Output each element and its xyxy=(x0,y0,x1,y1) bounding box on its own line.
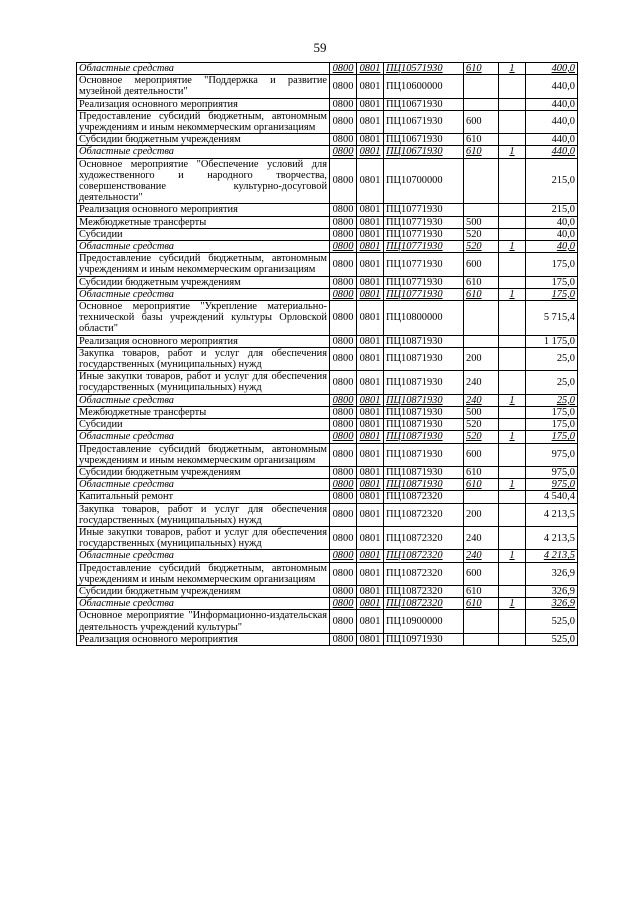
table-row xyxy=(77,158,578,204)
amount-cell: 326,9 xyxy=(526,585,578,597)
expense-type-code-cell: 520 xyxy=(464,241,499,253)
section-code-cell: 0800 xyxy=(330,406,357,418)
section-code-cell: 0800 xyxy=(330,491,357,503)
table-row xyxy=(77,98,578,110)
expense-type-code-cell: 600 xyxy=(464,562,499,585)
target-article-code-cell: ПЦ10872320 xyxy=(384,526,464,549)
subsection-code-cell: 0801 xyxy=(357,550,384,562)
row-name-cell: Областные средства xyxy=(77,550,330,562)
table-row xyxy=(77,406,578,418)
target-article-code-cell: ПЦ10871930 xyxy=(384,466,464,478)
table-row xyxy=(77,335,578,347)
target-article-code-cell: ПЦ10671930 xyxy=(384,110,464,133)
subsection-code-cell: 0801 xyxy=(357,491,384,503)
funding-source-code-cell xyxy=(499,491,526,503)
target-article-code-cell: ПЦ10771930 xyxy=(384,288,464,300)
section-code-cell: 0800 xyxy=(330,146,357,158)
funding-source-code-cell xyxy=(499,335,526,347)
expense-type-code-cell xyxy=(464,204,499,216)
amount-cell: 4 213,5 xyxy=(526,503,578,526)
amount-cell: 175,0 xyxy=(526,288,578,300)
funding-source-code-cell: 1 xyxy=(499,288,526,300)
funding-source-code-cell xyxy=(499,347,526,370)
target-article-code-cell: ПЦ10771930 xyxy=(384,228,464,240)
expense-type-code-cell: 520 xyxy=(464,228,499,240)
row-name-cell: Реализация основного мероприятия xyxy=(77,335,330,347)
row-name-cell: Предоставление субсидий бюджетным, автономным учреждениям и иным некоммерческим организациям xyxy=(77,562,330,585)
amount-cell: 5 715,4 xyxy=(526,301,578,336)
amount-cell: 175,0 xyxy=(526,276,578,288)
table-row xyxy=(77,110,578,133)
funding-source-code-cell xyxy=(499,371,526,394)
subsection-code-cell: 0801 xyxy=(357,371,384,394)
subsection-code-cell: 0801 xyxy=(357,204,384,216)
section-code-cell: 0800 xyxy=(330,216,357,228)
amount-cell: 4 213,5 xyxy=(526,550,578,562)
subsection-code-cell: 0801 xyxy=(357,526,384,549)
funding-source-code-cell xyxy=(499,134,526,146)
subsection-code-cell: 0801 xyxy=(357,110,384,133)
table-row-regional-funds xyxy=(77,431,578,443)
table-row-regional-funds xyxy=(77,241,578,253)
amount-cell: 25,0 xyxy=(526,394,578,406)
target-article-code-cell: ПЦ10671930 xyxy=(384,134,464,146)
amount-cell: 40,0 xyxy=(526,216,578,228)
subsection-code-cell: 0801 xyxy=(357,276,384,288)
section-code-cell: 0800 xyxy=(330,75,357,98)
funding-source-code-cell: 1 xyxy=(499,63,526,75)
expense-type-code-cell xyxy=(464,610,499,633)
table-row xyxy=(77,610,578,633)
table-row xyxy=(77,562,578,585)
amount-cell: 4 540,4 xyxy=(526,491,578,503)
section-code-cell: 0800 xyxy=(330,526,357,549)
subsection-code-cell: 0801 xyxy=(357,503,384,526)
row-name-cell: Предоставление субсидий бюджетным, автономным учреждениям и иным некоммерческим организациям xyxy=(77,443,330,466)
table-row xyxy=(77,419,578,431)
table-row xyxy=(77,276,578,288)
section-code-cell: 0800 xyxy=(330,110,357,133)
target-article-code-cell: ПЦ10771930 xyxy=(384,241,464,253)
target-article-code-cell: ПЦ10571930 xyxy=(384,63,464,75)
expense-type-code-cell: 240 xyxy=(464,394,499,406)
section-code-cell: 0800 xyxy=(330,134,357,146)
expense-type-code-cell: 240 xyxy=(464,526,499,549)
target-article-code-cell: ПЦ10872320 xyxy=(384,585,464,597)
amount-cell: 440,0 xyxy=(526,98,578,110)
amount-cell: 1 175,0 xyxy=(526,335,578,347)
table-row-regional-funds xyxy=(77,598,578,610)
table-row xyxy=(77,503,578,526)
funding-source-code-cell xyxy=(499,276,526,288)
amount-cell: 440,0 xyxy=(526,75,578,98)
target-article-code-cell: ПЦ10872320 xyxy=(384,550,464,562)
section-code-cell: 0800 xyxy=(330,276,357,288)
amount-cell: 975,0 xyxy=(526,466,578,478)
target-article-code-cell: ПЦ10872320 xyxy=(384,562,464,585)
amount-cell: 975,0 xyxy=(526,479,578,491)
table-row xyxy=(77,585,578,597)
subsection-code-cell: 0801 xyxy=(357,562,384,585)
section-code-cell: 0800 xyxy=(330,466,357,478)
row-name-cell: Областные средства xyxy=(77,431,330,443)
section-code-cell: 0800 xyxy=(330,503,357,526)
table-row-regional-funds xyxy=(77,288,578,300)
expense-type-code-cell: 610 xyxy=(464,598,499,610)
subsection-code-cell: 0801 xyxy=(357,241,384,253)
row-name-cell: Субсидии бюджетным учреждениям xyxy=(77,585,330,597)
funding-source-code-cell xyxy=(499,110,526,133)
expense-type-code-cell xyxy=(464,335,499,347)
section-code-cell: 0800 xyxy=(330,431,357,443)
amount-cell: 175,0 xyxy=(526,431,578,443)
table-row xyxy=(77,347,578,370)
row-name-cell: Областные средства xyxy=(77,598,330,610)
budget-table xyxy=(76,62,578,646)
expense-type-code-cell: 610 xyxy=(464,288,499,300)
funding-source-code-cell xyxy=(499,466,526,478)
subsection-code-cell: 0801 xyxy=(357,216,384,228)
amount-cell: 525,0 xyxy=(526,610,578,633)
table-row-regional-funds xyxy=(77,146,578,158)
amount-cell: 25,0 xyxy=(526,347,578,370)
funding-source-code-cell xyxy=(499,443,526,466)
table-row xyxy=(77,633,578,645)
row-name-cell: Субсидии бюджетным учреждениям xyxy=(77,134,330,146)
section-code-cell: 0800 xyxy=(330,394,357,406)
target-article-code-cell: ПЦ10871930 xyxy=(384,371,464,394)
expense-type-code-cell: 610 xyxy=(464,146,499,158)
expense-type-code-cell: 600 xyxy=(464,253,499,276)
row-name-cell: Субсидии xyxy=(77,419,330,431)
expense-type-code-cell: 520 xyxy=(464,431,499,443)
section-code-cell: 0800 xyxy=(330,347,357,370)
target-article-code-cell: ПЦ10871930 xyxy=(384,347,464,370)
section-code-cell: 0800 xyxy=(330,610,357,633)
target-article-code-cell: ПЦ10871930 xyxy=(384,335,464,347)
amount-cell: 975,0 xyxy=(526,443,578,466)
expense-type-code-cell: 500 xyxy=(464,406,499,418)
row-name-cell: Предоставление субсидий бюджетным, автономным учреждениям и иным некоммерческим организациям xyxy=(77,110,330,133)
expense-type-code-cell: 240 xyxy=(464,550,499,562)
table-row xyxy=(77,253,578,276)
table-row-regional-funds xyxy=(77,479,578,491)
funding-source-code-cell xyxy=(499,75,526,98)
amount-cell: 400,0 xyxy=(526,63,578,75)
row-name-cell: Областные средства xyxy=(77,241,330,253)
row-name-cell: Областные средства xyxy=(77,394,330,406)
section-code-cell: 0800 xyxy=(330,288,357,300)
target-article-code-cell: ПЦ10671930 xyxy=(384,146,464,158)
subsection-code-cell: 0801 xyxy=(357,288,384,300)
funding-source-code-cell xyxy=(499,228,526,240)
subsection-code-cell: 0801 xyxy=(357,63,384,75)
target-article-code-cell: ПЦ10871930 xyxy=(384,443,464,466)
table-row xyxy=(77,75,578,98)
section-code-cell: 0800 xyxy=(330,63,357,75)
table-row xyxy=(77,204,578,216)
funding-source-code-cell: 1 xyxy=(499,598,526,610)
expense-type-code-cell xyxy=(464,301,499,336)
expense-type-code-cell: 610 xyxy=(464,134,499,146)
expense-type-code-cell: 600 xyxy=(464,110,499,133)
target-article-code-cell: ПЦ10872320 xyxy=(384,491,464,503)
expense-type-code-cell: 200 xyxy=(464,347,499,370)
row-name-cell: Иные закупки товаров, работ и услуг для обеспечения государственных (муниципальных) нужд xyxy=(77,526,330,549)
amount-cell: 215,0 xyxy=(526,158,578,204)
row-name-cell: Межбюджетные трансферты xyxy=(77,406,330,418)
row-name-cell: Иные закупки товаров, работ и услуг для обеспечения государственных (муниципальных) нужд xyxy=(77,371,330,394)
table-row xyxy=(77,491,578,503)
expense-type-code-cell: 520 xyxy=(464,419,499,431)
row-name-cell: Областные средства xyxy=(77,288,330,300)
amount-cell: 525,0 xyxy=(526,633,578,645)
target-article-code-cell: ПЦ10871930 xyxy=(384,419,464,431)
section-code-cell: 0800 xyxy=(330,158,357,204)
expense-type-code-cell xyxy=(464,158,499,204)
funding-source-code-cell: 1 xyxy=(499,241,526,253)
section-code-cell: 0800 xyxy=(330,241,357,253)
expense-type-code-cell xyxy=(464,98,499,110)
table-row-regional-funds xyxy=(77,394,578,406)
funding-source-code-cell xyxy=(499,503,526,526)
amount-cell: 175,0 xyxy=(526,406,578,418)
amount-cell: 326,9 xyxy=(526,562,578,585)
table-row xyxy=(77,443,578,466)
subsection-code-cell: 0801 xyxy=(357,146,384,158)
funding-source-code-cell xyxy=(499,216,526,228)
row-name-cell: Закупка товаров, работ и услуг для обеспечения государственных (муниципальных) нужд xyxy=(77,347,330,370)
subsection-code-cell: 0801 xyxy=(357,431,384,443)
subsection-code-cell: 0801 xyxy=(357,301,384,336)
section-code-cell: 0800 xyxy=(330,301,357,336)
expense-type-code-cell: 610 xyxy=(464,466,499,478)
amount-cell: 440,0 xyxy=(526,146,578,158)
funding-source-code-cell xyxy=(499,419,526,431)
target-article-code-cell: ПЦ10900000 xyxy=(384,610,464,633)
table-row xyxy=(77,134,578,146)
funding-source-code-cell xyxy=(499,253,526,276)
target-article-code-cell: ПЦ10671930 xyxy=(384,98,464,110)
target-article-code-cell: ПЦ10771930 xyxy=(384,253,464,276)
amount-cell: 40,0 xyxy=(526,241,578,253)
row-name-cell: Основное мероприятие "Поддержка и развитие музейной деятельности" xyxy=(77,75,330,98)
section-code-cell: 0800 xyxy=(330,562,357,585)
subsection-code-cell: 0801 xyxy=(357,347,384,370)
section-code-cell: 0800 xyxy=(330,585,357,597)
section-code-cell: 0800 xyxy=(330,419,357,431)
section-code-cell: 0800 xyxy=(330,371,357,394)
amount-cell: 440,0 xyxy=(526,134,578,146)
row-name-cell: Субсидии xyxy=(77,228,330,240)
amount-cell: 40,0 xyxy=(526,228,578,240)
expense-type-code-cell: 240 xyxy=(464,371,499,394)
target-article-code-cell: ПЦ10771930 xyxy=(384,216,464,228)
subsection-code-cell: 0801 xyxy=(357,228,384,240)
amount-cell: 215,0 xyxy=(526,204,578,216)
subsection-code-cell: 0801 xyxy=(357,253,384,276)
table-row xyxy=(77,466,578,478)
funding-source-code-cell: 1 xyxy=(499,394,526,406)
expense-type-code-cell xyxy=(464,75,499,98)
amount-cell: 175,0 xyxy=(526,419,578,431)
expense-type-code-cell: 500 xyxy=(464,216,499,228)
row-name-cell: Основное мероприятие "Обеспечение условий для художественного и народного творчества, совершенствование культурно-досуговой деятельности" xyxy=(77,158,330,204)
target-article-code-cell: ПЦ10800000 xyxy=(384,301,464,336)
budget-table-body xyxy=(77,63,578,646)
section-code-cell: 0800 xyxy=(330,443,357,466)
section-code-cell: 0800 xyxy=(330,550,357,562)
target-article-code-cell: ПЦ10971930 xyxy=(384,633,464,645)
target-article-code-cell: ПЦ10600000 xyxy=(384,75,464,98)
funding-source-code-cell xyxy=(499,610,526,633)
section-code-cell: 0800 xyxy=(330,228,357,240)
row-name-cell: Реализация основного мероприятия xyxy=(77,204,330,216)
subsection-code-cell: 0801 xyxy=(357,134,384,146)
row-name-cell: Реализация основного мероприятия xyxy=(77,633,330,645)
section-code-cell: 0800 xyxy=(330,598,357,610)
row-name-cell: Областные средства xyxy=(77,146,330,158)
row-name-cell: Субсидии бюджетным учреждениям xyxy=(77,466,330,478)
row-name-cell: Межбюджетные трансферты xyxy=(77,216,330,228)
funding-source-code-cell xyxy=(499,301,526,336)
section-code-cell: 0800 xyxy=(330,253,357,276)
funding-source-code-cell: 1 xyxy=(499,431,526,443)
row-name-cell: Предоставление субсидий бюджетным, автономным учреждениям и иным некоммерческим организациям xyxy=(77,253,330,276)
subsection-code-cell: 0801 xyxy=(357,598,384,610)
row-name-cell: Реализация основного мероприятия xyxy=(77,98,330,110)
funding-source-code-cell: 1 xyxy=(499,146,526,158)
amount-cell: 326,9 xyxy=(526,598,578,610)
expense-type-code-cell xyxy=(464,491,499,503)
funding-source-code-cell xyxy=(499,526,526,549)
section-code-cell: 0800 xyxy=(330,98,357,110)
target-article-code-cell: ПЦ10700000 xyxy=(384,158,464,204)
expense-type-code-cell: 610 xyxy=(464,479,499,491)
row-name-cell: Основное мероприятие "Информационно-издательская деятельность учреждений культуры" xyxy=(77,610,330,633)
table-row xyxy=(77,228,578,240)
target-article-code-cell: ПЦ10871930 xyxy=(384,479,464,491)
subsection-code-cell: 0801 xyxy=(357,479,384,491)
section-code-cell: 0800 xyxy=(330,479,357,491)
funding-source-code-cell: 1 xyxy=(499,479,526,491)
subsection-code-cell: 0801 xyxy=(357,394,384,406)
subsection-code-cell: 0801 xyxy=(357,335,384,347)
subsection-code-cell: 0801 xyxy=(357,610,384,633)
amount-cell: 25,0 xyxy=(526,371,578,394)
table-row-regional-funds xyxy=(77,63,578,75)
table-row xyxy=(77,526,578,549)
funding-source-code-cell xyxy=(499,562,526,585)
funding-source-code-cell xyxy=(499,98,526,110)
page-number: 59 xyxy=(313,40,327,55)
target-article-code-cell: ПЦ10871930 xyxy=(384,394,464,406)
expense-type-code-cell: 200 xyxy=(464,503,499,526)
funding-source-code-cell xyxy=(499,585,526,597)
subsection-code-cell: 0801 xyxy=(357,98,384,110)
table-row xyxy=(77,301,578,336)
table-row xyxy=(77,371,578,394)
row-name-cell: Субсидии бюджетным учреждениям xyxy=(77,276,330,288)
row-name-cell: Областные средства xyxy=(77,63,330,75)
target-article-code-cell: ПЦ10871930 xyxy=(384,406,464,418)
subsection-code-cell: 0801 xyxy=(357,466,384,478)
section-code-cell: 0800 xyxy=(330,633,357,645)
amount-cell: 175,0 xyxy=(526,253,578,276)
funding-source-code-cell xyxy=(499,406,526,418)
expense-type-code-cell: 610 xyxy=(464,585,499,597)
expense-type-code-cell: 610 xyxy=(464,276,499,288)
subsection-code-cell: 0801 xyxy=(357,633,384,645)
subsection-code-cell: 0801 xyxy=(357,443,384,466)
funding-source-code-cell: 1 xyxy=(499,550,526,562)
expense-type-code-cell: 600 xyxy=(464,443,499,466)
table-row xyxy=(77,216,578,228)
row-name-cell: Областные средства xyxy=(77,479,330,491)
section-code-cell: 0800 xyxy=(330,335,357,347)
row-name-cell: Капитальный ремонт xyxy=(77,491,330,503)
target-article-code-cell: ПЦ10771930 xyxy=(384,204,464,216)
subsection-code-cell: 0801 xyxy=(357,419,384,431)
expense-type-code-cell xyxy=(464,633,499,645)
amount-cell: 440,0 xyxy=(526,110,578,133)
expense-type-code-cell: 610 xyxy=(464,63,499,75)
funding-source-code-cell xyxy=(499,633,526,645)
target-article-code-cell: ПЦ10872320 xyxy=(384,503,464,526)
section-code-cell: 0800 xyxy=(330,204,357,216)
subsection-code-cell: 0801 xyxy=(357,585,384,597)
target-article-code-cell: ПЦ10771930 xyxy=(384,276,464,288)
table-row-regional-funds xyxy=(77,550,578,562)
row-name-cell: Основное мероприятие "Укрепление материально-технической базы учреждений культуры Орловской области" xyxy=(77,301,330,336)
target-article-code-cell: ПЦ10871930 xyxy=(384,431,464,443)
target-article-code-cell: ПЦ10872320 xyxy=(384,598,464,610)
funding-source-code-cell xyxy=(499,158,526,204)
amount-cell: 4 213,5 xyxy=(526,526,578,549)
subsection-code-cell: 0801 xyxy=(357,406,384,418)
funding-source-code-cell xyxy=(499,204,526,216)
subsection-code-cell: 0801 xyxy=(357,75,384,98)
row-name-cell: Закупка товаров, работ и услуг для обеспечения государственных (муниципальных) нужд xyxy=(77,503,330,526)
subsection-code-cell: 0801 xyxy=(357,158,384,204)
